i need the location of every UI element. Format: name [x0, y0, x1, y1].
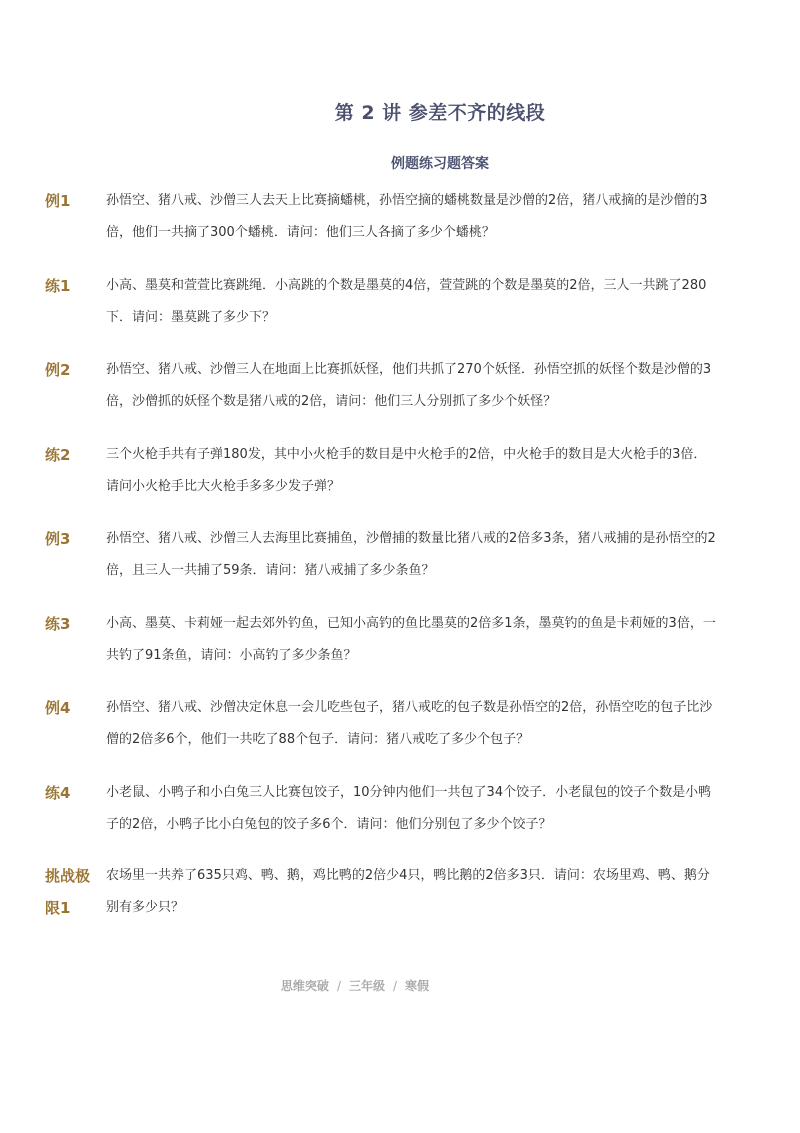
footer-series: 思维突破 [280, 979, 329, 993]
problem-text: 孙悟空、猪八戒、沙僧决定休息一会儿吃些包子，猪八戒吃的包子数是孙悟空的2倍，孙悟空吃的包子比沙僧的2倍多6个，他们一共吃了88个包子．请问：猪八戒吃了多少个包子？ [106, 700, 713, 747]
problem-label: 例4 [45, 699, 71, 717]
problem-label: 练1 [45, 277, 71, 295]
problem-label: 例3 [45, 530, 71, 548]
problem-label: 练2 [45, 446, 71, 464]
problem-text: 小高、墨莫和萱萱比赛跳绳．小高跳的个数是墨莫的4倍，萱萱跳的个数是墨莫的2倍，三人一共跳了280下．请问：墨莫跳了多少下？ [106, 278, 707, 325]
problem-text: 孙悟空、猪八戒、沙僧三人去海里比赛捕鱼，沙僧捕的数量比猪八戒的2倍多3条，猪八戒捕的是孙悟空的2倍，且三人一共捕了59条．请问：猪八戒捕了多少条鱼？ [106, 531, 716, 578]
footer-term: 寒假 [405, 979, 430, 993]
problem-text: 孙悟空、猪八戒、沙僧三人在地面上比赛抓妖怪，他们共抓了270个妖怪．孙悟空抓的妖怪个数是沙僧的3倍，沙僧抓的妖怪个数是猪八戒的2倍，请问：他们三人分别抓了多少个妖怪？ [106, 362, 712, 409]
problem-text: 农场里一共养了635只鸡、鸭、鹅，鸡比鸭的2倍少4只，鸭比鹅的2倍多3只．请问：农场里鸡、鸭、鹅分别有多少只？ [106, 868, 710, 915]
page-footer [0, 977, 710, 994]
problem-label: 例2 [45, 361, 71, 379]
problem-label: 练4 [45, 784, 71, 802]
problem-text: 孙悟空、猪八戒、沙僧三人去天上比赛摘蟠桃，孙悟空摘的蟠桃数量是沙僧的2倍，猪八戒摘的是沙僧的3倍，他们一共摘了300个蟠桃．请问：他们三人各摘了多少个蟠桃？ [106, 193, 708, 240]
section-subtitle: 例题练习题答案 [391, 156, 489, 172]
problem-text: 小老鼠、小鸭子和小白兔三人比赛包饺子，10分钟内他们一共包了34个饺子．小老鼠包的饺子个数是小鸭子的2倍，小鸭子比小白兔包的饺子多6个．请问：他们分别包了多少个饺子？ [106, 785, 712, 832]
problem-label: 例1 [45, 192, 71, 210]
page-title: 第 2 讲 参差不齐的线段 [334, 102, 546, 124]
footer-grade: 三年级 [348, 979, 385, 993]
footer-separator: / [336, 979, 341, 993]
challenge-label: 挑战极限1 [45, 867, 91, 917]
problem-text: 三个火枪手共有子弹180发，其中小火枪手的数目是中火枪手的2倍，中火枪手的数目是大火枪手的3倍．请问小火枪手比大火枪手多多少发子弹？ [106, 447, 707, 494]
problem-text: 小高、墨莫、卡莉娅一起去郊外钓鱼，已知小高钓的鱼比墨莫的2倍多1条，墨莫钓的鱼是卡莉娅的3倍，一共钓了91条鱼，请问：小高钓了多少条鱼？ [106, 616, 716, 663]
problem-label: 练3 [45, 615, 71, 633]
footer-separator: / [393, 979, 398, 993]
